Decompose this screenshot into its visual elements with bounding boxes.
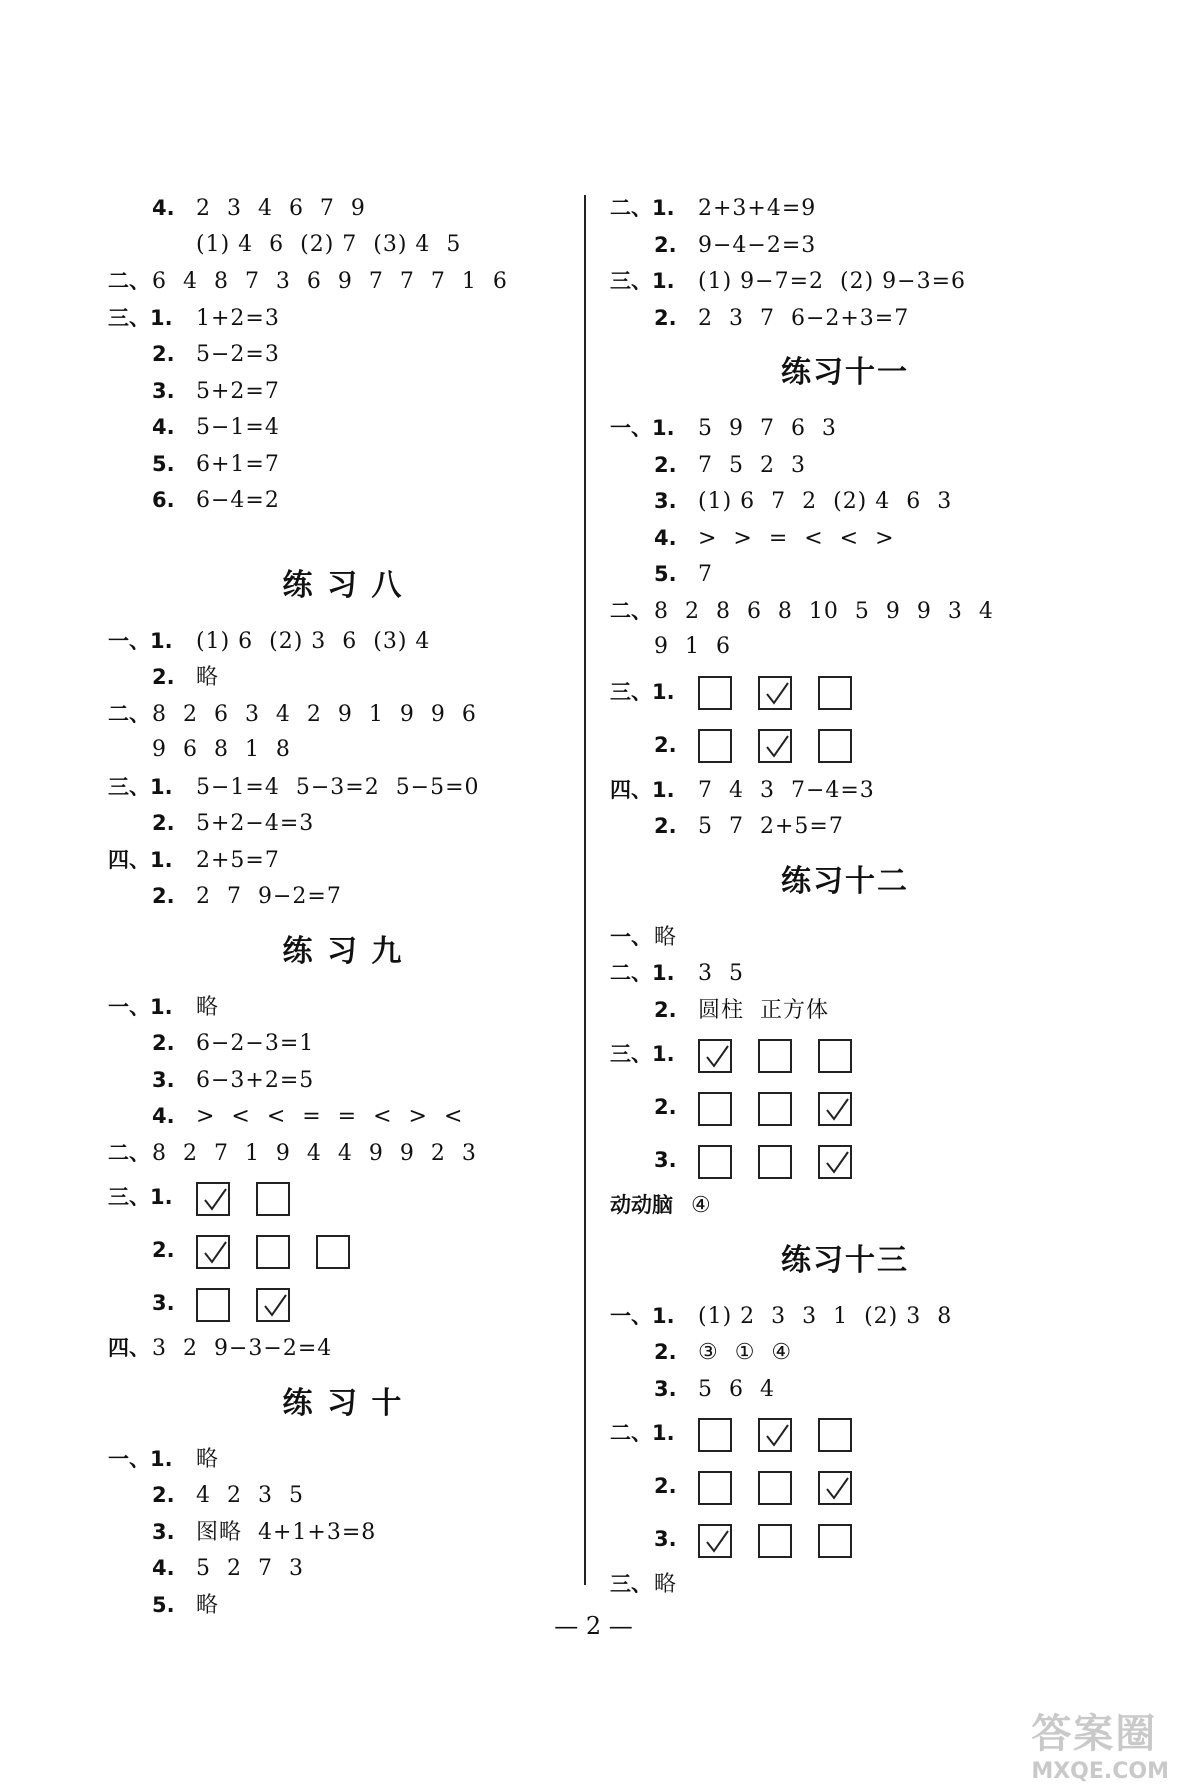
answer-line <box>610 666 1080 719</box>
question-label: 2. <box>152 1238 175 1262</box>
answer-line <box>108 190 578 227</box>
answer-line <box>610 1298 1080 1335</box>
empty-box <box>818 1418 852 1452</box>
answer-text: 2+3+4=9 <box>698 196 817 221</box>
answer-line <box>108 1224 578 1277</box>
check-mark-icon <box>764 680 790 708</box>
check-mark-icon <box>824 1475 850 1503</box>
question-label: 5. <box>152 451 175 476</box>
empty-box <box>698 1145 732 1179</box>
answer-text: 略 <box>654 924 678 950</box>
empty-box <box>698 729 732 763</box>
answer-line <box>610 1513 1080 1566</box>
answer-boxes <box>196 1278 316 1331</box>
question-label: 一、1. <box>108 628 173 653</box>
answer-text: 9 6 8 1 8 <box>152 737 291 762</box>
answer-line <box>610 719 1080 772</box>
checked-box <box>196 1182 230 1216</box>
empty-box <box>818 1039 852 1073</box>
answer-line <box>610 410 1080 447</box>
question-label: 2. <box>654 814 677 838</box>
answer-boxes <box>698 1082 878 1135</box>
checked-box <box>818 1471 852 1505</box>
empty-box <box>256 1182 290 1216</box>
answer-line <box>610 1566 1080 1603</box>
answer-boxes <box>698 1135 878 1188</box>
question-label: 2. <box>654 305 677 330</box>
answer-line <box>108 769 578 806</box>
answer-line <box>108 263 578 300</box>
answer-text: 5 6 4 <box>698 1376 775 1402</box>
answer-line <box>108 1062 578 1099</box>
answer-line <box>610 629 1080 666</box>
empty-box <box>698 1092 732 1126</box>
answer-text: 5+2=7 <box>196 378 280 404</box>
question-label: 4. <box>152 415 175 439</box>
answer-line <box>108 227 578 264</box>
question-label: 三、1. <box>610 679 675 704</box>
empty-box <box>316 1235 350 1269</box>
question-label: 2. <box>654 232 677 257</box>
watermark-logo: 答案圈 MXQE.COM <box>1031 1711 1169 1784</box>
answer-line <box>610 520 1080 557</box>
answer-line <box>108 1098 578 1135</box>
answer-text: 2 7 9−2=7 <box>196 884 342 909</box>
empty-box <box>758 1039 792 1073</box>
check-mark-icon <box>824 1096 850 1124</box>
answer-line <box>610 1460 1080 1513</box>
answer-line <box>610 593 1080 630</box>
answer-text: 7 4 3 7−4=3 <box>698 777 875 803</box>
answer-line <box>108 805 578 842</box>
question-label: 3. <box>654 1376 677 1401</box>
answer-text: 7 <box>698 562 713 587</box>
answer-boxes <box>196 1172 316 1225</box>
question-label: 3. <box>152 1519 175 1544</box>
question-label: 3. <box>654 1148 677 1172</box>
answer-text: 5 9 7 6 3 <box>698 416 837 441</box>
question-label: 2. <box>654 452 677 477</box>
answer-boxes <box>698 1408 878 1461</box>
answer-line <box>108 1477 578 1514</box>
question-label: 2. <box>654 997 677 1022</box>
check-mark-icon <box>202 1239 228 1267</box>
check-mark-icon <box>202 1186 228 1214</box>
empty-box <box>758 1092 792 1126</box>
answer-line <box>610 300 1080 337</box>
question-label: 三、1. <box>108 1185 173 1209</box>
answer-line <box>610 1407 1080 1460</box>
answer-text: ④ <box>691 1193 712 1218</box>
question-label: 一、1. <box>108 994 173 1019</box>
question-label: 一、1. <box>610 416 675 440</box>
answer-line <box>108 482 578 519</box>
question-label: 四、1. <box>108 847 173 872</box>
empty-box <box>758 1471 792 1505</box>
answer-text: 2 3 4 6 7 9 <box>196 196 366 221</box>
check-mark-icon <box>704 1528 730 1556</box>
page-number: — 2 — <box>554 1612 633 1640</box>
answer-line <box>610 1334 1080 1371</box>
section-title: 练 习 十 <box>282 1385 404 1421</box>
answer-line <box>610 190 1080 227</box>
answer-text: (1) 4 6 (2) 7 (3) 4 5 <box>196 231 462 257</box>
check-mark-icon <box>824 1149 850 1177</box>
answer-line <box>610 919 1080 956</box>
answer-text: 5−1=4 5−3=2 5−5=0 <box>196 774 480 800</box>
answer-boxes <box>698 666 878 719</box>
answer-line <box>610 263 1080 300</box>
checked-box <box>758 676 792 710</box>
answer-text: (1) 9−7=2 (2) 9−3=6 <box>698 269 967 294</box>
answer-text: 略 <box>196 1592 220 1618</box>
question-label: 2. <box>152 884 175 908</box>
checked-box <box>818 1092 852 1126</box>
empty-box <box>698 676 732 710</box>
section-title: 练 习 八 <box>282 567 404 603</box>
answer-text: 6−3+2=5 <box>196 1067 315 1093</box>
answer-line <box>610 447 1080 484</box>
answer-line <box>108 1277 578 1330</box>
answer-text: 5 2 7 3 <box>196 1556 304 1581</box>
checked-box <box>256 1288 290 1322</box>
empty-box <box>758 1524 792 1558</box>
answer-line <box>610 483 1080 520</box>
check-mark-icon <box>262 1292 288 1320</box>
right-column <box>610 190 1080 1603</box>
question-label: 2. <box>654 732 677 757</box>
answer-text: (1) 6 7 2 (2) 4 6 3 <box>698 489 953 514</box>
answer-line <box>108 732 578 769</box>
answer-text: ③ ① ④ <box>698 1340 793 1365</box>
section-title: 练 习 九 <box>282 933 404 969</box>
answer-line <box>108 373 578 410</box>
answer-boxes <box>698 1461 878 1514</box>
answer-line <box>610 1134 1080 1187</box>
question-label: 3. <box>152 1291 175 1315</box>
answer-line <box>108 1441 578 1478</box>
answer-line <box>610 808 1080 845</box>
question-label: 三、1. <box>108 774 173 799</box>
question-label: 三、 <box>610 1572 652 1596</box>
answer-text: 略 <box>196 665 220 690</box>
question-label: 4. <box>152 1104 175 1128</box>
answer-text: 略 <box>654 1572 678 1597</box>
question-label: 二、 <box>610 598 652 623</box>
answer-text: 8 2 7 1 9 4 4 9 9 2 3 <box>152 1140 477 1166</box>
answer-line <box>108 1171 578 1224</box>
question-label: 2. <box>152 1031 175 1055</box>
answer-line <box>108 336 578 373</box>
answer-text: 8 2 6 3 4 2 9 1 9 9 6 <box>152 701 477 727</box>
question-label: 4. <box>152 1556 175 1580</box>
checked-box <box>758 729 792 763</box>
answer-line <box>108 878 578 915</box>
answer-text: 6−2−3=1 <box>196 1031 315 1056</box>
question-label: 二、 <box>108 701 150 726</box>
question-label: 二、 <box>108 269 150 293</box>
checked-box <box>818 1145 852 1179</box>
question-label: 四、1. <box>610 777 675 802</box>
checked-box <box>698 1039 732 1073</box>
question-label: 3. <box>654 1527 677 1551</box>
check-mark-icon <box>704 1043 730 1071</box>
check-mark-icon <box>764 1422 790 1450</box>
empty-box <box>196 1288 230 1322</box>
question-label: 三、1. <box>108 305 173 330</box>
answer-line <box>108 1135 578 1172</box>
answer-text: (1) 2 3 3 1 (2) 3 8 <box>698 1303 953 1329</box>
question-label: 一、1. <box>108 1446 173 1471</box>
spacer <box>108 519 578 549</box>
empty-box <box>698 1418 732 1452</box>
question-label: 2. <box>654 1095 677 1119</box>
answer-boxes <box>698 719 878 772</box>
answer-line <box>108 1550 578 1587</box>
answer-line <box>610 556 1080 593</box>
answer-line <box>108 842 578 879</box>
question-label: 二、1. <box>610 1421 675 1445</box>
answer-line <box>610 227 1080 264</box>
question-label: 3. <box>654 489 677 513</box>
answer-text: 5+2−4=3 <box>196 811 315 836</box>
answer-text: (1) 6 (2) 3 6 (3) 4 <box>196 628 431 654</box>
answer-line <box>108 1514 578 1551</box>
checked-box <box>698 1524 732 1558</box>
answer-text: 圆柱 正方体 <box>698 997 829 1023</box>
answer-text: 9−4−2=3 <box>698 232 817 258</box>
answer-text: > > = < < > <box>698 525 895 551</box>
question-label: 4. <box>654 525 677 550</box>
empty-box <box>818 676 852 710</box>
answer-line <box>610 1371 1080 1408</box>
answer-line <box>610 772 1080 809</box>
empty-box <box>758 1145 792 1179</box>
question-label: 3. <box>152 378 175 403</box>
question-label: 3. <box>152 1067 175 1092</box>
answer-text: 2 3 7 6−2+3=7 <box>698 305 910 331</box>
answer-text: 略 <box>196 994 220 1020</box>
left-column <box>108 190 578 1623</box>
answer-boxes <box>698 1029 878 1082</box>
question-label: 四、 <box>108 1336 150 1360</box>
answer-boxes <box>698 1514 878 1567</box>
answer-line <box>108 1025 578 1062</box>
question-label: 动动脑 <box>610 1193 673 1217</box>
section-title: 练习十一 <box>781 355 909 390</box>
question-label: 2. <box>152 811 175 835</box>
answer-text: 7 5 2 3 <box>698 452 806 478</box>
empty-box <box>698 1471 732 1505</box>
column-divider <box>584 195 586 1585</box>
question-label: 5. <box>152 1592 175 1617</box>
answer-text: 1+2=3 <box>196 305 280 331</box>
section-title: 练习十三 <box>781 1242 909 1278</box>
answer-text: 2+5=7 <box>196 847 280 873</box>
checked-box <box>758 1418 792 1452</box>
question-label: 三、1. <box>610 1042 675 1066</box>
question-label: 二、 <box>108 1140 150 1165</box>
answer-text: 9 1 6 <box>654 634 731 659</box>
question-label: 2. <box>654 1474 677 1498</box>
answer-text: 5 7 2+5=7 <box>698 814 844 839</box>
answer-line <box>610 1187 1080 1224</box>
answer-text: 5−1=4 <box>196 415 280 440</box>
question-label: 2. <box>152 665 175 689</box>
answer-text: 图略 4+1+3=8 <box>196 1519 377 1545</box>
empty-box <box>256 1235 290 1269</box>
question-label: 2. <box>654 1340 677 1364</box>
answer-text: > < < = = < > < <box>196 1104 464 1129</box>
question-label: 5. <box>654 562 677 586</box>
answer-line <box>108 989 578 1026</box>
empty-box <box>818 729 852 763</box>
answer-text: 3 2 9−3−2=4 <box>152 1336 333 1361</box>
question-label: 4. <box>152 196 175 220</box>
question-label: 二、1. <box>610 196 675 220</box>
answer-line <box>108 659 578 696</box>
answer-text: 8 2 8 6 8 10 5 9 9 3 4 <box>654 598 994 624</box>
answer-text: 3 5 <box>698 961 744 986</box>
section-title: 练习十二 <box>781 863 909 899</box>
answer-text: 略 <box>196 1446 220 1472</box>
empty-box <box>818 1524 852 1558</box>
answer-line <box>610 1028 1080 1081</box>
answer-line <box>108 446 578 483</box>
answer-line <box>108 300 578 337</box>
answer-text: 5−2=3 <box>196 342 280 367</box>
answer-text: 4 2 3 5 <box>196 1483 304 1508</box>
checked-box <box>196 1235 230 1269</box>
answer-text: 6+1=7 <box>196 451 280 477</box>
answer-line <box>108 409 578 446</box>
question-label: 三、1. <box>610 269 675 293</box>
answer-text: 6−4=2 <box>196 488 280 513</box>
answer-boxes <box>196 1225 376 1278</box>
answer-line <box>108 1330 578 1367</box>
answer-line <box>108 696 578 733</box>
question-label: 2. <box>152 1483 175 1507</box>
answer-line <box>610 992 1080 1029</box>
answer-text: 6 4 8 7 3 6 9 7 7 7 1 6 <box>152 269 508 294</box>
question-label: 二、1. <box>610 961 675 985</box>
answer-line <box>108 623 578 660</box>
question-label: 一、1. <box>610 1303 675 1328</box>
check-mark-icon <box>764 733 790 761</box>
question-label: 2. <box>152 342 175 366</box>
question-label: 一、 <box>610 924 652 949</box>
answer-line <box>610 1081 1080 1134</box>
question-label: 6. <box>152 488 175 512</box>
answer-line <box>610 955 1080 992</box>
